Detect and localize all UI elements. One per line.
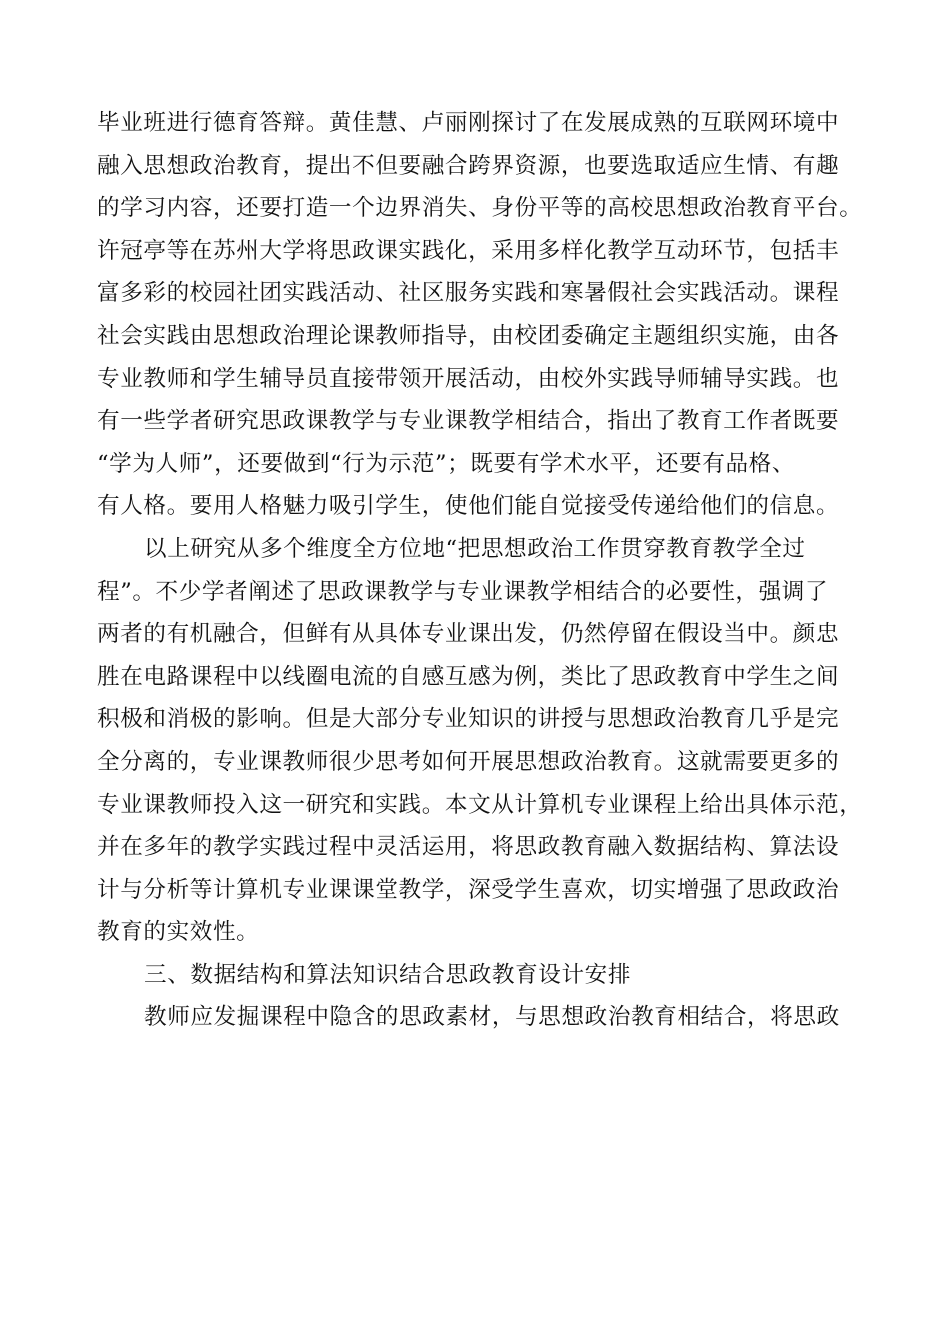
text-line-11: 以上研究从多个维度全方位地“把思想政治工作贯穿教育教学全过	[144, 535, 806, 562]
text-line-14: 胜在电路课程中以线圈电流的自感互感为例，类比了思政教育中学生之间	[97, 663, 840, 690]
text-line-18: 并在多年的教学实践过程中灵活运用，将思政教育融入数据结构、算法设	[97, 834, 840, 861]
text-line-6: 社会实践由思想政治理论课教师指导，由校团委确定主题组织实施，由各	[97, 322, 840, 349]
text-line-2: 融入思想政治教育，提出不但要融合跨界资源，也要选取适应生情、有趣	[97, 152, 840, 179]
text-line-10: 有人格。要用人格魅力吸引学生，使他们能自觉接受传递给他们的信息。	[97, 493, 840, 520]
text-line-20: 教育的实效性。	[97, 919, 260, 946]
body-text	[97, 102, 863, 1039]
text-line-22: 教师应发掘课程中隐含的思政素材，与思想政治教育相结合，将思政	[144, 1004, 840, 1031]
text-line-1: 毕业班进行德育答辩。黄佳慧、卢丽刚探讨了在发展成熟的互联网环境中	[97, 110, 840, 136]
text-line-4: 许冠亭等在苏州大学将思政课实践化，采用多样化教学互动环节，包括丰	[97, 237, 840, 264]
section-heading: 三、数据结构和算法知识结合思政教育设计安排	[144, 961, 632, 988]
text-line-5: 富多彩的校园社团实践活动、社区服务实践和寒暑假社会实践活动。课程	[97, 280, 840, 307]
text-line-3: 的学习内容，还要打造一个边界消失、身份平等的高校思想政治教育平台。	[97, 195, 863, 222]
text-line-13: 两者的有机融合，但鲜有从具体专业课出发，仍然停留在假设当中。颜忠	[97, 621, 840, 648]
text-line-7: 专业教师和学生辅导员直接带领开展活动，由校外实践导师辅导实践。也	[97, 365, 840, 392]
text-line-19: 计与分析等计算机专业课课堂教学，深受学生喜欢，切实增强了思政政治	[97, 876, 840, 903]
text-line-16: 全分离的，专业课教师很少思考如何开展思想政治教育。这就需要更多的	[97, 748, 840, 775]
text-line-12: 程”。不少学者阐述了思政课教学与专业课教学相结合的必要性，强调了	[97, 578, 829, 605]
text-line-8: 有一些学者研究思政课教学与专业课教学相结合，指出了教育工作者既要	[97, 408, 840, 435]
text-line-17: 专业课教师投入这一研究和实践。本文从计算机专业课程上给出具体示范，	[97, 791, 863, 818]
text-line-15: 积极和消极的影响。但是大部分专业知识的讲授与思想政治教育几乎是完	[97, 706, 840, 733]
text-line-9: “学为人师”，还要做到“行为示范”；既要有学术水平，还要有品格、	[97, 450, 796, 477]
